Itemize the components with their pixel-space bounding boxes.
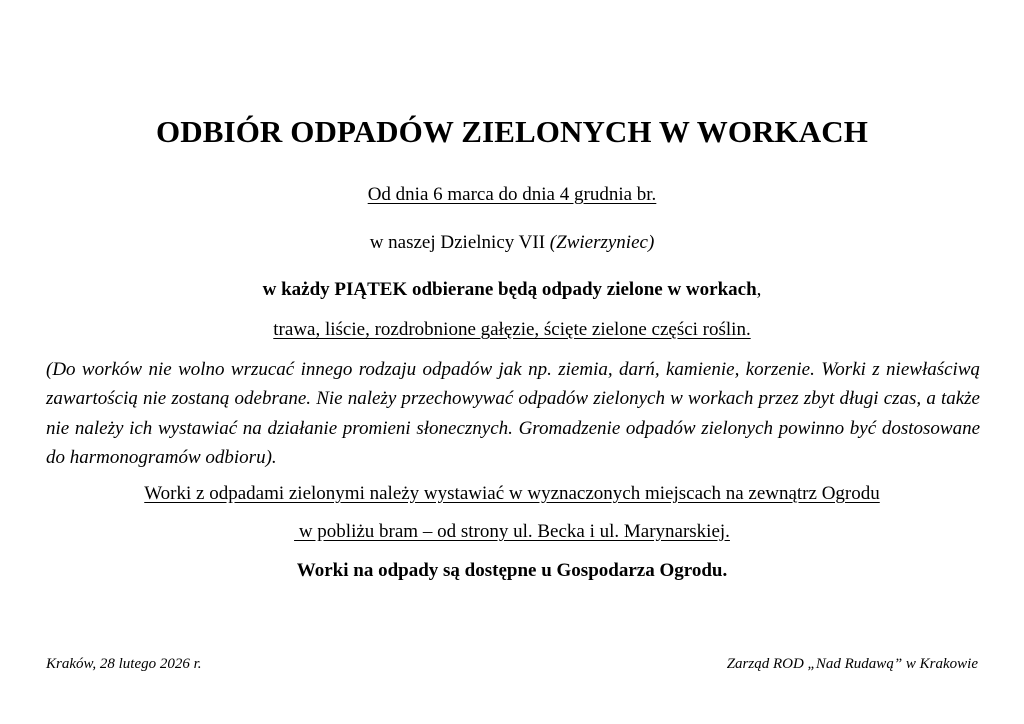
schedule-comma: , (756, 279, 762, 300)
period-line (0, 183, 1024, 207)
schedule-text: w każdy PIĄTEK odbierane będą odpady zielone w workach (262, 279, 757, 300)
accepted-items-line (0, 318, 1024, 342)
restrictions-paragraph: (Do worków nie wolno wrzucać innego rodzaju odpadów jak np. ziemia, darń, kamienie, korzenie. Worki z niewłaściwą zawartością nie zostaną odebrane. Nie należy przechowywać odpadów zielonych w workach przez zbyt długi czas, a także nie należy ich wystawiać na działanie promieni słonecznych. Gromadzenie odpadów zielonych powinno być dostosowane do harmonogramów odbioru). (46, 359, 980, 468)
district-prefix: w naszej Dzielnicy VII (369, 232, 550, 253)
period-text: Od dnia 6 marca do dnia 4 grudnia br. (367, 184, 657, 205)
notice-title: ODBIÓR ODPADÓW ZIELONYCH W WORKACH (156, 114, 868, 149)
place-date: Kraków, 28 lutego 2026 r. (46, 656, 202, 672)
district-line (0, 231, 1024, 255)
accepted-items-text: trawa, liście, rozdrobnione gałęzie, ścięte zielone części roślin. (273, 319, 751, 340)
placement-text-1: Worki z odpadami zielonymi należy wystawiać w wyznaczonych miejscach na zewnątrz Ogrodu (144, 483, 880, 504)
placement-line-1 (0, 482, 1024, 506)
placement-line-2 (0, 520, 1024, 544)
placement-text-2: w pobliżu bram – od strony ul. Becka i ul. Marynarskiej. (294, 521, 730, 542)
district-name: (Zwierzyniec) (549, 232, 655, 253)
signature: Zarząd ROD „Nad Rudawą” w Krakowie (726, 656, 978, 672)
bags-info: Worki na odpady są dostępne u Gospodarza Ogrodu. (296, 560, 728, 581)
schedule-line (0, 278, 1024, 302)
